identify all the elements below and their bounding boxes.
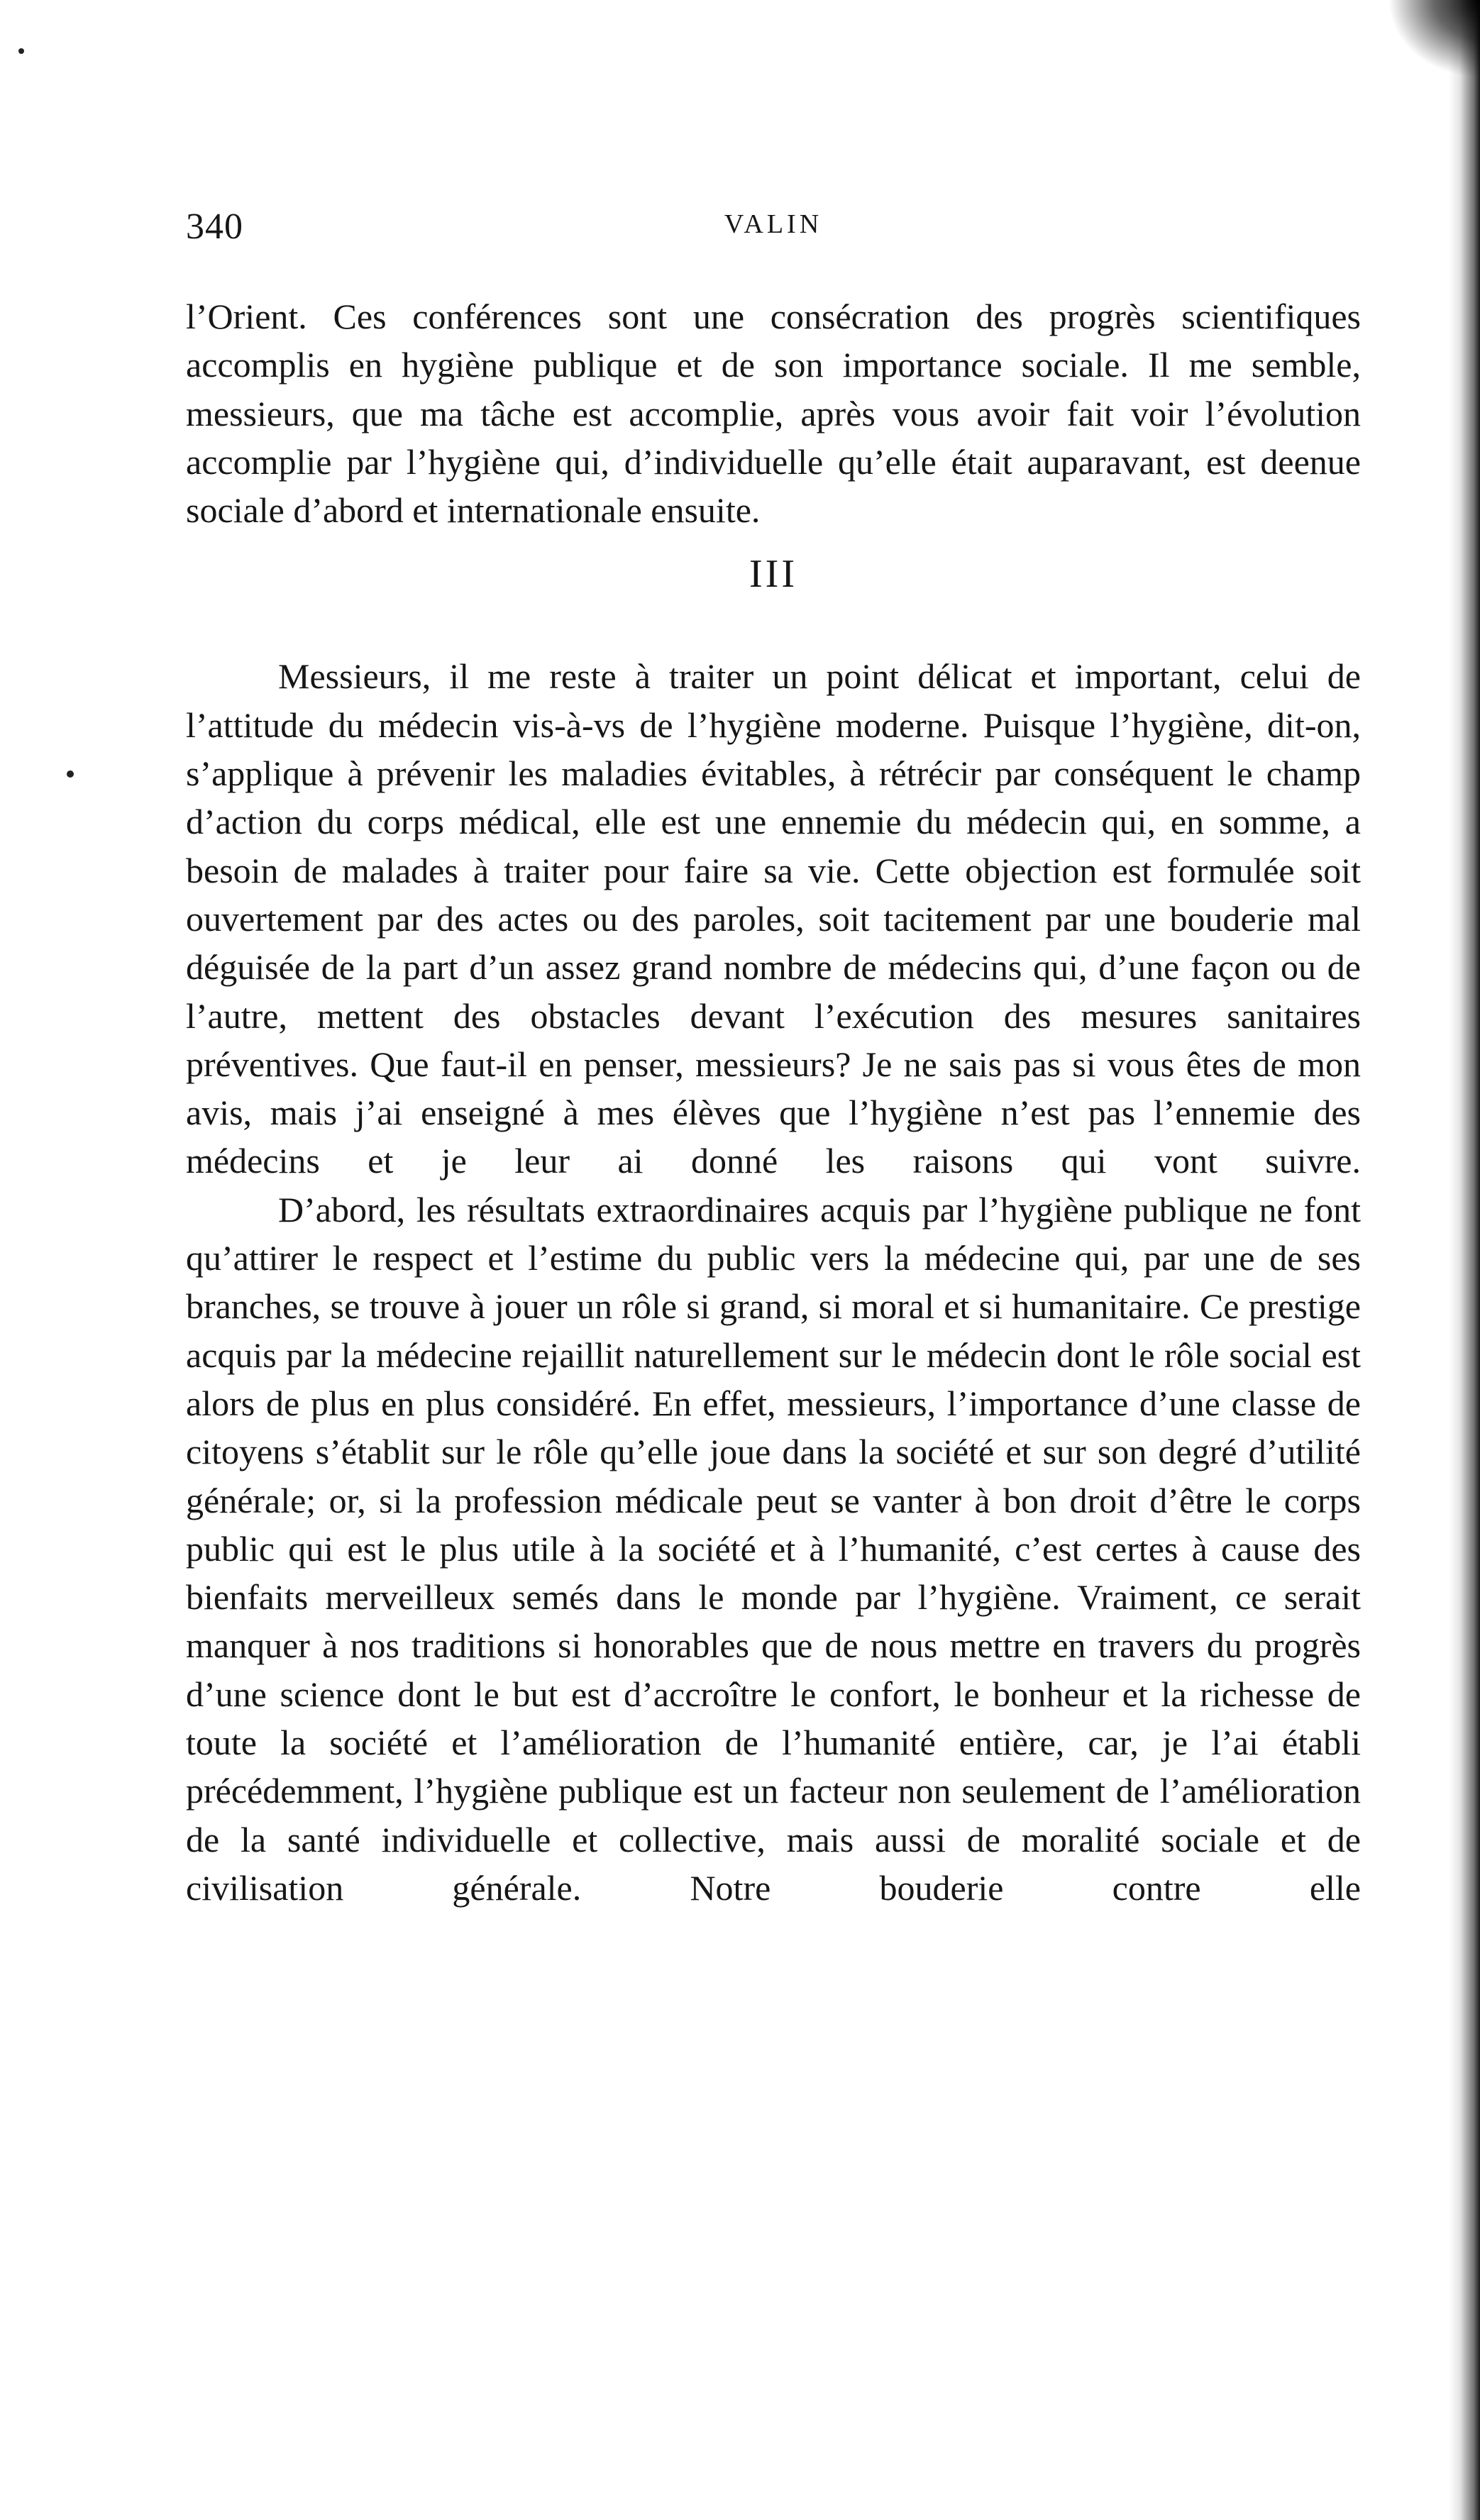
page-number: 340 xyxy=(186,206,243,247)
scan-shadow-edge xyxy=(1449,0,1480,2520)
margin-speck xyxy=(18,48,24,54)
page-header xyxy=(186,206,1361,257)
running-head: VALIN xyxy=(724,209,823,239)
body-text xyxy=(186,292,1361,1912)
paragraph-objection: Messieurs, il me reste à traiter un point délicat et important, celui de l’attitude du médecin vis-à-vs de l’hygiène moderne. Puisque l’hygiène, dit-on, s’applique à prévenir les maladies évitables, à rétrécir par conséquent le champ d’action du corps médical, elle est une ennemie du médecin qui, en somme, a besoin de malades à traiter pour faire sa vie. Cette objection est formulée soit ouvertement par des actes ou des paroles, soit tacitement par une bouderie mal déguisée de la part d’un assez grand nombre de médecins qui, d’une façon ou de l’autre, mettent des obstacles devant l’exécution des mesures sanitaires préventives. Que faut-il en penser, messieurs? Je ne sais pas si vous êtes de mon avis, mais j’ai enseigné à mes élèves que l’hygiène n’est pas l’ennemie des médecins et je leur ai donné les raisons qui vont suivre. xyxy=(186,656,1361,1181)
section-number: III xyxy=(749,552,797,597)
scan-shadow-corner xyxy=(1388,0,1480,78)
paragraph-results: D’abord, les résultats extraordinaires acquis par l’hygiène publique ne font qu’attirer le respect et l’estime du public vers la médecine qui, par une de ses branches, se trouve à jouer un rôle si grand, si moral et si humanitaire. Ce prestige acquis par la médecine rejaillit naturellement sur le médecin dont le rôle social est alors de plus en plus considéré. En effet, messieurs, l’importance d’une classe de citoyens s’établit sur le rôle qu’elle joue dans la société et sur son degré d’utilité générale; or, si la profession médicale peut se vanter à bon droit d’être le corps public qui est le plus utile à la société et à l’humanité, c’est certes à cause des bienfaits merveilleux semés dans le monde par l’hygiène. Vraiment, ce serait manquer à nos traditions si honorables que de nous mettre en travers du progrès d’une science dont le but est d’accroître le confort, le bonheur et la richesse de toute la société et l’amélioration de l’humanité entière, car, je l’ai établi précédemment, l’hygiène publique est un facteur non seulement de l’amélioration de la santé individuelle et collective, mais aussi de moralité sociale et de civilisation générale. Notre bouderie contre elle xyxy=(186,1189,1361,1908)
margin-speck xyxy=(67,770,74,778)
paragraph-continuation: l’Orient. Ces conférences sont une consécration des progrès scientifiques accomplis en hygiène publique et de son importance sociale. Il me semble, messieurs, que ma tâche est accomplie, après vous avoir fait voir l’évolution accomplie par l’hygiène qui, d’individuelle qu’elle était auparavant, est deenue sociale d’abord et internationale ensuite. xyxy=(186,297,1361,531)
